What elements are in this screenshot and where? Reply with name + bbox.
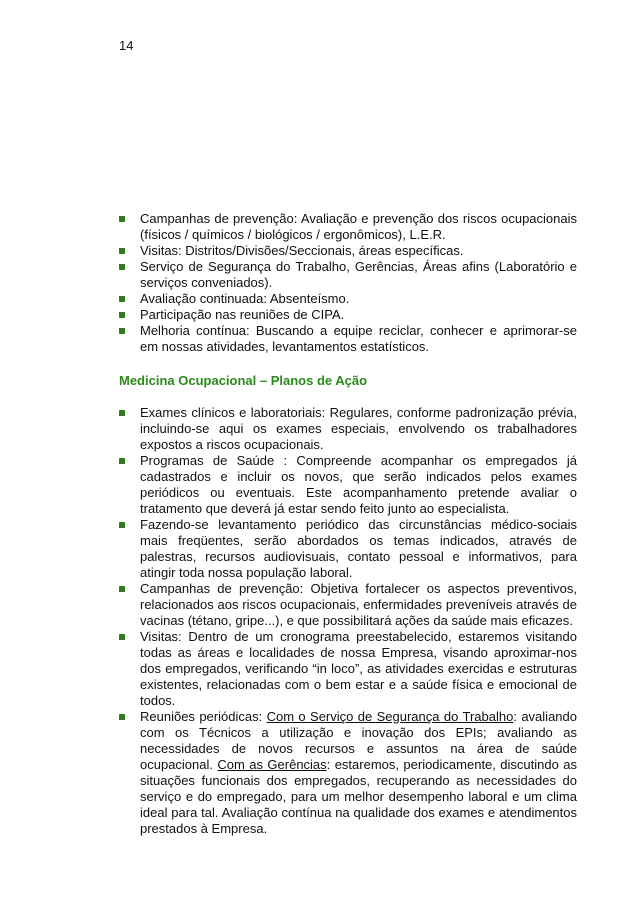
prevention-list bbox=[119, 211, 577, 355]
list-item-text: Melhoria contínua: Buscando a equipe reciclar, conhecer e aprimorar-se em nossas atividades, levantamentos estatísticos. bbox=[140, 323, 577, 354]
square-bullet-icon bbox=[119, 410, 125, 416]
list-item bbox=[119, 629, 577, 709]
square-bullet-icon bbox=[119, 714, 125, 720]
list-item-text-part: Reuniões periódicas: bbox=[140, 709, 267, 724]
action-plans-list bbox=[119, 405, 577, 837]
list-item bbox=[119, 517, 577, 581]
page-number: 14 bbox=[119, 38, 134, 53]
list-item-text: Exames clínicos e laboratoriais: Regulares, conforme padronização prévia, incluindo-se aqui os exames especiais, envolvendo os trabalhadores expostos a riscos ocupacionais. bbox=[140, 405, 577, 452]
list-item bbox=[119, 307, 577, 323]
square-bullet-icon bbox=[119, 312, 125, 318]
list-item-text-part: : estaremos, periodicamente, discutindo as situações funcionais dos empregados, recuperando as necessidades do serviço e do empregado, para um melhor desempenho laboral e um clima ideal para tal. Avaliação contínua na qualidade dos exames e atendimentos prestados à Empresa. bbox=[140, 757, 577, 836]
list-item bbox=[119, 453, 577, 517]
list-item-text: Visitas: Distritos/Divisões/Seccionais, áreas específicas. bbox=[140, 243, 464, 258]
list-item bbox=[119, 323, 577, 355]
list-item-text: Participação nas reuniões de CIPA. bbox=[140, 307, 345, 322]
list-item-text: Campanhas de prevenção: Avaliação e prevenção dos riscos ocupacionais (físicos / químicos / biológicos / ergonômicos), L.E.R. bbox=[140, 211, 577, 242]
list-item-text: Campanhas de prevenção: Objetiva fortalecer os aspectos preventivos, relacionados aos riscos ocupacionais, enfermidades preveníveis através de vacinas (tétano, gripe...), e que possibilitará ações da saúde mais eficazes. bbox=[140, 581, 577, 628]
square-bullet-icon bbox=[119, 328, 125, 334]
list-item bbox=[119, 709, 577, 837]
list-item-text: Visitas: Dentro de um cronograma preestabelecido, estaremos visitando todas as áreas e localidades de nossa Empresa, visando aproximar-nos dos empregados, verificando “in loco”, as atividades exercidas e estruturas existentes, relacionadas com o bem estar e a saúde física e emocional de todos. bbox=[140, 629, 577, 708]
list-item bbox=[119, 405, 577, 453]
underlined-text: Com o Serviço de Segurança do Trabalho bbox=[266, 709, 514, 724]
list-item bbox=[119, 259, 577, 291]
list-item bbox=[119, 211, 577, 243]
list-item-text: Programas de Saúde : Compreende acompanhar os empregados já cadastrados e incluir os novos, que serão indicados pelos exames periódicos ou eventuais. Este acompanhamento pretende avaliar o tratamento que deverá já estar sendo feito junto ao especialista. bbox=[140, 453, 577, 516]
underlined-text: Com as Gerências bbox=[217, 757, 327, 772]
list-item-text-part: : avaliando com os Técnicos a utilização e inovação dos EPIs; avaliando as necessidades de novos recursos e assuntos na área de saúde ocupacional. bbox=[140, 709, 577, 772]
square-bullet-icon bbox=[119, 634, 125, 640]
square-bullet-icon bbox=[119, 522, 125, 528]
list-item-text: Avaliação continuada: Absenteísmo. bbox=[140, 291, 350, 306]
square-bullet-icon bbox=[119, 264, 125, 270]
list-item bbox=[119, 581, 577, 629]
square-bullet-icon bbox=[119, 586, 125, 592]
square-bullet-icon bbox=[119, 216, 125, 222]
square-bullet-icon bbox=[119, 458, 125, 464]
section-heading: Medicina Ocupacional – Planos de Ação bbox=[119, 373, 368, 388]
list-item bbox=[119, 291, 577, 307]
list-item bbox=[119, 243, 577, 259]
square-bullet-icon bbox=[119, 248, 125, 254]
list-item-text: Fazendo-se levantamento periódico das circunstâncias médico-sociais mais freqüentes, serão abordados os temas indicados, através de palestras, recursos audiovisuais, contato pessoal e informativos, para atingir toda nossa população laboral. bbox=[140, 517, 577, 580]
list-item-text: Serviço de Segurança do Trabalho, Gerências, Áreas afins (Laboratório e serviços conveniados). bbox=[140, 259, 577, 290]
square-bullet-icon bbox=[119, 296, 125, 302]
